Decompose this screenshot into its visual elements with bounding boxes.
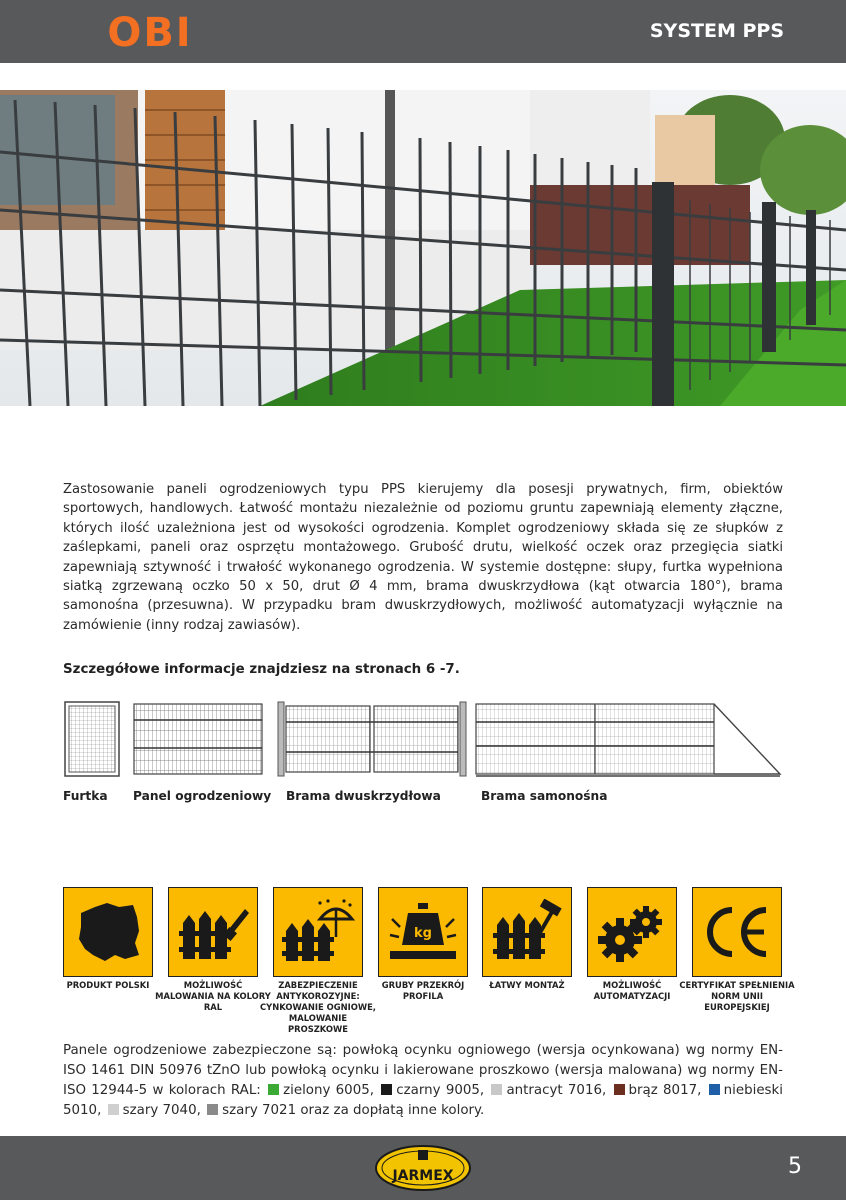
feature-label: ŁATWY MONTAŻ: [489, 980, 565, 990]
fence-photo: [0, 90, 846, 406]
gate-drawing: [63, 700, 121, 778]
product-furtka: [63, 700, 121, 778]
page-header: [0, 0, 846, 63]
obi-logo-text: OBI: [107, 10, 193, 52]
page-footer: [0, 1136, 846, 1200]
sliding-gate-drawing: [474, 700, 782, 780]
feature-thick-profile: [378, 887, 468, 1001]
color-grey-7040: szary 7040,: [122, 1103, 201, 1118]
color-swatch-black: [381, 1084, 392, 1095]
feature-label: GRUBY PRZEKRÓJ PROFILA: [381, 980, 465, 1001]
feature-ral-painting: [155, 887, 271, 1012]
product-label-furtka: Furtka: [63, 789, 108, 803]
description-paragraph: Zastosowanie paneli ogrodzeniowych typu PPS kierujemy dla posesji prywatnych, firm, obiektów sportowych, handlowych. Łatwość montażu niezależnie od poziomu gruntu zapewniają elementy złączne, których ilość uzależniona jest od wysokości ogrodzenia. Komplet ogrodzeniowy składa się ze słupków z zaślepkami, paneli oraz osprzętu montażowego. Grubość drutu, wielkość oczek oraz przegięcia siatki zapewniają sztywność i trwałość wykonanego ogrodzenia. W systemie dostępne: słupy, furtka wypełniona siatką zgrzewaną oczko 50 x 50, drut Ø 4 mm, brama dwuskrzydłowa (kąt otwarcia 180°), brama samonośna (przesuwna). W przypadku bram dwuskrzydłowych, możliwość automatyzacji wyłącznie na zamówienie (inny rodzaj zawiasów).: [63, 482, 783, 633]
feature-label: CERTYFIKAT SPEŁNIENIA NORM UNII EUROPEJSKIEJ: [679, 980, 795, 1012]
product-label-double-gate: Brama dwuskrzydłowa: [286, 789, 441, 803]
fence-umbrella-icon: [280, 897, 356, 967]
color-swatch-blue: [709, 1084, 720, 1095]
color-swatch-brown: [614, 1084, 625, 1095]
product-label-sliding-gate: Brama samonośna: [481, 789, 608, 803]
color-swatch-green: [268, 1084, 279, 1095]
feature-anticorrosion: [260, 887, 376, 1034]
color-swatch-anthracite: [491, 1084, 502, 1095]
more-info-note: Szczegółowe informacje znajdziesz na stronach 6 -7.: [63, 662, 460, 677]
double-gate-drawing: [277, 700, 467, 778]
panel-drawing: [132, 700, 264, 778]
color-swatch-grey-7021: [207, 1104, 218, 1115]
ce-mark-icon: [702, 904, 772, 960]
feature-label: MOŻLIWOŚĆ MALOWANIA NA KOLORY RAL: [155, 980, 271, 1012]
gears-icon: [596, 900, 668, 964]
color-swatch-grey-7040: [108, 1104, 119, 1115]
poland-map-icon: [73, 899, 143, 965]
feature-easy-mounting: [482, 887, 572, 990]
feature-ce-certificate: [679, 887, 795, 1012]
color-blue: niebieski 5010,: [63, 1083, 784, 1118]
coating-intro: Panele ogrodzeniowe zabezpieczone są: powłoką ocynku ogniowego (wersja ocynkowana) wg normy EN-ISO 1461 DIN 50976 tZnO lub powłoką ocynku i lakierowane proszkowo (wersja malowana) wg normy EN-ISO 12944-5 w kolorach RAL:: [63, 1043, 783, 1098]
feature-label: ZABEZPIECZENIE ANTYKOROZYJNE: CYNKOWANIE OGNIOWE, MALOWANIE PROSZKOWE: [260, 980, 376, 1034]
svg-text:kg: kg: [414, 926, 432, 941]
product-panel: [132, 700, 264, 778]
feature-automation: [587, 887, 677, 1001]
color-grey-7021: szary 7021: [222, 1103, 297, 1118]
obi-logo: [64, 10, 236, 52]
feature-label: MOŻLIWOŚĆ AUTOMATYZACJI: [593, 980, 671, 1001]
color-anthracite: antracyt 7016,: [506, 1083, 607, 1098]
product-sliding-gate: [474, 700, 782, 780]
color-brown: brąz 8017,: [628, 1083, 702, 1098]
jarmex-logo-text: JARMEX: [392, 1168, 454, 1184]
page-number: 5: [788, 1154, 802, 1179]
color-black: czarny 9005,: [396, 1083, 485, 1098]
jarmex-logo: [374, 1144, 472, 1192]
coating-outro: oraz za dopłatą inne kolory.: [300, 1103, 485, 1118]
fence-brush-icon: [175, 899, 251, 965]
product-double-gate: [277, 700, 467, 778]
feature-label: PRODUKT POLSKI: [66, 980, 150, 990]
weight-kg-icon: [386, 899, 460, 965]
color-green: zielony 6005,: [283, 1083, 374, 1098]
page-title: SYSTEM PPS: [649, 20, 784, 42]
product-label-panel: Panel ogrodzeniowy: [133, 789, 272, 803]
feature-polish-product: [63, 887, 153, 990]
fence-hammer-icon: [489, 899, 565, 965]
coating-paragraph: [63, 1041, 783, 1121]
